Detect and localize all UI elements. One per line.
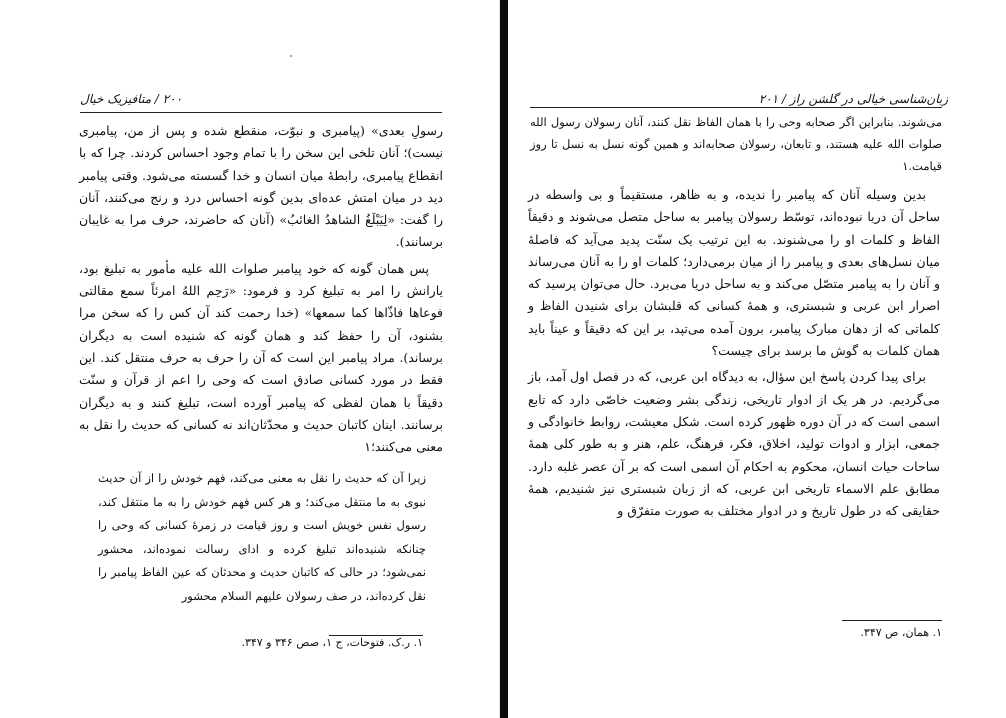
right-paragraph-2: برای پیدا کردن پاسخ این سؤال، به دیدگاه ابن عربی، که در فصل اول آمد، باز می‌گردیم. در هر یک از ادوار تاریخی، زندگی بشر وضعیت خاصّی دارد که تابع اسمی است که در آن دوره ظهور کرده است. شکل معیشت، روابط خانوادگی و جمعی، ابزار و ادوات تولید، اخلاق، فکر، فرهنگ، علم، هنر و به طور کلی همهٔ ساحات حیات انسان، محکوم به احکام آن اسمی است که بر آن عصر غلبه دارد. مطابق علم الاسماء تاریخی ابن عربی، که از زبان شبستری نیز شنیدیم، همهٔ حقایقی که در طول تاریخ و در ادوار مختلف به صورت متفرّق و xyxy=(528,369,940,519)
right-page-header: زبان‌شناسی خیالی در گلشن راز / ۲۰۱ xyxy=(758,92,948,106)
page-speck xyxy=(290,55,292,57)
left-page-header: ۲۰۰ / متافیزیک خیال xyxy=(80,92,183,106)
right-page xyxy=(508,0,1006,718)
right-paragraph-1: بدین وسیله آنان که پیامبر را ندیده، و به ظاهر، مستقیماً و بی واسطه در ساحل آن دریا نبوده‌اند، توسّط رسولان پیامبر به ساحل متصل می‌شوند و دقیقاً الفاظ و کلمات او را می‌شنوند. به این ترتیب یک سنّت پدید می‌آید که فاصلهٔ میان نسل‌های بعدی و پیامبر را از میان برمی‌دارد؛ کلمات او را به آنان می‌رساند و آنان را به پیامبر متصّل می‌کند و به ساحل دریا می‌برد. حال می‌توان پرسید که اصرار ابن عربی و شبستری، و همهٔ کسانی که قلبشان برای شنیدن الفاظ و کلماتی که از دهان مبارک پیامبر، برون آمده می‌تپد، بر این که دقیقاً و عیناً باید همان کلمات به گوش ما برسد برای چیست؟ xyxy=(528,187,940,359)
left-page xyxy=(0,0,500,718)
left-paragraph-1: رسولِ بعدی» (پیامبری و نبوّت، منقطع شده و پس از من، پیامبری نیست)؛ آنان تلخی این سخن را با تمام وجود احساس کردند. چرا که با انقطاع پیامبری، رابطهٔ میان انسان و خدا گسسته می‌شود. وقتی پیامبر دید در میان امتش عده‌ای بدین گونه احساس درد و رنج می‌کنند، آنان را گفت: «لِیَبْلَغُ الشاهدُ الغائبُ» (آنان که حاضرند، حرف مرا به غایبان برسانند). xyxy=(79,123,443,250)
right-footnote: ۱. همان، ص ۳۴۷. xyxy=(860,626,942,639)
book-spine xyxy=(500,0,508,718)
left-footnote: ۱. ر.ک. فتوحات، ج ۱، صص ۳۴۶ و ۳۴۷. xyxy=(241,636,423,649)
left-header-rule xyxy=(80,112,442,113)
right-header-rule xyxy=(530,107,942,108)
right-footnote-rule xyxy=(842,620,942,621)
right-block-quote: می‌شوند. بنابراین اگر صحابه وحی را با همان الفاظ نقل کنند، آنان رسولان رسول الله صلوات الله علیه هستند، و تابعان، رسولان صحابه‌اند و همین گونه نسل به نسل تا روز قیامت.۱ xyxy=(530,115,942,173)
left-paragraph-2: پس همان گونه که خود پیامبر صلوات الله علیه مأمور به تبلیغ بود، یارانش را امر به تبلیغ کرد و فرمود: «رَحِم اللهُ امرئاً سمع مقالتی فوعاها فاذّاها کما سمعها» (خدا رحمت کند آن کس را که سخن مرا بشنود، آن را حفظ کند و همان گونه که شنیده است به دیگران برساند). مراد پیامبر این است که آن را حرف به حرف منتقل کند. این فقط در مورد کسانی صادق است که وحی را اعم از قرآن و سنّت دقیقاً با همان لفظی که پیامبر آورده است، تبلیغ کنند و به دیگران برسانند. اینان کاتبان حدیث و محدّثان‌اند نه کسانی که حدیث را نقل به معنی می‌کنند؛۱ xyxy=(79,260,443,455)
right-page-body xyxy=(528,184,940,522)
left-page-body xyxy=(79,120,443,458)
left-block-quote: زیرا آن که حدیث را نقل به معنی می‌کند، فهم خودش را از آن حدیث نبوی به ما منتقل می‌کند؛ و هر کس فهم خودش را به ما منتقل کند، رسول نفس خویش است و روز قیامت در زمرهٔ کسانی که وحی را چنانکه شنیده‌اند تبلیغ کرده و ادای رسالت نموده‌اند، محشور نمی‌شود؛ در حالی که کاتبان حدیث و محدثان که عین الفاظ پیامبر را نقل کرده‌اند، در صف رسولان علیهم السلام محشور xyxy=(98,471,426,603)
